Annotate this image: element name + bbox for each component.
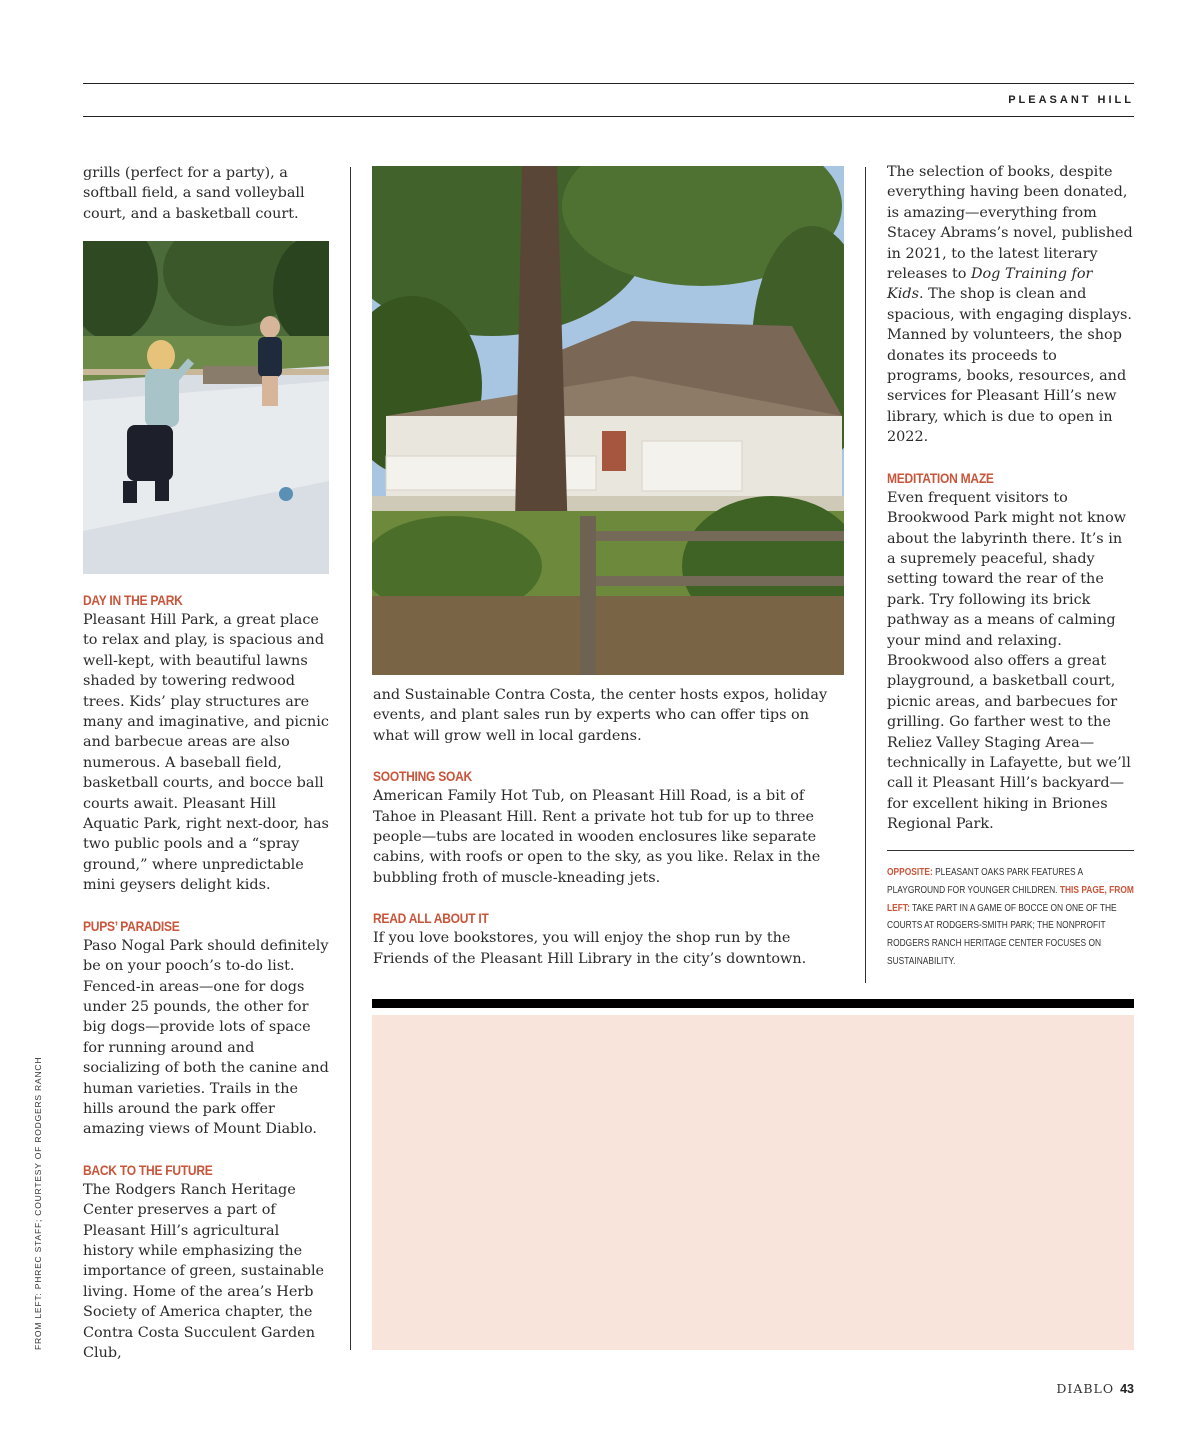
heading-meditation-maze: MEDITATION MAZE: [887, 469, 994, 486]
column-divider-2: [865, 167, 866, 983]
book-title: Dog Training for Kids: [887, 266, 1093, 303]
caption-label-opposite: OPPOSITE:: [887, 867, 933, 878]
photo-caption: OPPOSITE: PLEASANT OAKS PARK FEATURES A PLAYGROUND FOR YOUNGER CHILDREN. THIS PAGE, FROM LEFT: TAKE PART IN A GAME OF BOCCE ON ONE OF THE COURTS AT RODGERS-SMITH PARK; THE NONPROFIT RODGERS RANCH HERITAGE CENTER FOCUSES ON SUSTAINABILITY.: [887, 867, 1134, 967]
ad-top-bar: [372, 999, 1134, 1008]
paragraph-meditation-maze: Even frequent visitors to Brookwood Park might not know about the labyrinth there. It’s in a supremely peaceful, shady setting toward the rear of the park. Try following its brick pathway as a means of calming your mind and relaxing. Brookwood also offers a great playground, a basketball court, picnic areas, and barbecues for grilling. Go farther west to the Reliez Valley Staging Area—technically in Lafayette, but we’ll call it Pleasant Hill’s backyard—for excellent hiking in Briones Regional Park.: [887, 489, 1131, 833]
header-top-rule: [83, 83, 1134, 84]
page-number: 43: [1120, 1382, 1134, 1396]
column-divider-1: [350, 167, 351, 1350]
bocce-photo: [83, 241, 329, 574]
column-2-intro: and Sustainable Contra Costa, the center hosts expos, holiday events, and plant sales run by experts who can offer tips on what will grow well in local gardens.: [373, 687, 828, 744]
heading-back-to-the-future: BACK TO THE FUTURE: [83, 1161, 213, 1178]
photo-credit: FROM LEFT: PHREC STAFF; COURTESY OF RODGERS RANCH: [33, 1056, 43, 1350]
ranch-house-photo: [372, 166, 844, 675]
paragraph-pups-paradise: Paso Nogal Park should definitely be on your pooch’s to-do list. Fenced-in areas—one for dogs under 25 pounds, the other for big dogs—provide lots of space for running around and socializing of both the canine and human varieties. Trails in the hills around the park offer amazing views of Mount Diablo.: [83, 937, 329, 1138]
heading-soothing-soak: SOOTHING SOAK: [373, 768, 472, 785]
column-1-body: [83, 590, 329, 1363]
caption-rule: [887, 850, 1134, 851]
paragraph-day-in-the-park: Pleasant Hill Park, a great place to relax and play, is spacious and well-kept, with beautiful lawns shaded by towering redwood trees. Kids’ play structures are many and imaginative, and picnic and barbecue areas are also numerous. A baseball field, basketball courts, and bocce ball courts await. Pleasant Hill Aquatic Park, right next-door, has two public pools and a “spray ground,” where unpredictable mini geysers delight kids.: [83, 612, 329, 894]
column-1-top: [83, 163, 329, 224]
caption-label-this-page: THIS PAGE, FROM LEFT:: [887, 884, 1134, 914]
heading-read-all-about-it: READ ALL ABOUT IT: [373, 910, 489, 927]
paragraph-read-all-about-it: If you love bookstores, you will enjoy the shop run by the Friends of the Pleasant Hill Library in the city’s downtown.: [373, 930, 807, 967]
header-bottom-rule: [83, 116, 1134, 117]
heading-pups-paradise: PUPS’ PARADISE: [83, 917, 180, 934]
folio: [1056, 1381, 1134, 1396]
heading-day-in-the-park: DAY IN THE PARK: [83, 592, 183, 608]
magazine-name: DIABLO: [1056, 1381, 1115, 1396]
paragraph-back-to-the-future: The Rodgers Ranch Heritage Center preserves a part of Pleasant Hill’s agricultural history while emphasizing the importance of green, sustainable living. Home of the area’s Herb Society of America chapter, the Contra Costa Succulent Garden Club,: [83, 1181, 325, 1361]
paragraph-soothing-soak: American Family Hot Tub, on Pleasant Hill Road, is a bit of Tahoe in Pleasant Hill. Rent a private hot tub for up to three people—tubs are located in wooden enclosures like separate cabins, with roofs or open to the sky, as you like. Relax in the bubbling froth of muscle-kneading jets.: [373, 788, 821, 886]
column-2-body: [373, 685, 835, 969]
section-label: PLEASANT HILL: [1008, 94, 1134, 106]
column-3-intro: The selection of books, despite everything having been donated, is amazing—everything from Stacey Abrams’s novel, published in 2021, to the latest literary releases to Dog Training for Kids. The shop is clean and spacious, with engaging displays. Manned by volunteers, the shop donates its proceeds to programs, books, resources, and services for Pleasant Hill’s new library, which is due to open in 2022.: [887, 164, 1133, 446]
column-3-body: [887, 162, 1133, 835]
ad-space: [372, 1015, 1134, 1350]
column-1-intro: grills (perfect for a party), a softball field, a sand volleyball court, and a basketball court.: [83, 165, 305, 222]
